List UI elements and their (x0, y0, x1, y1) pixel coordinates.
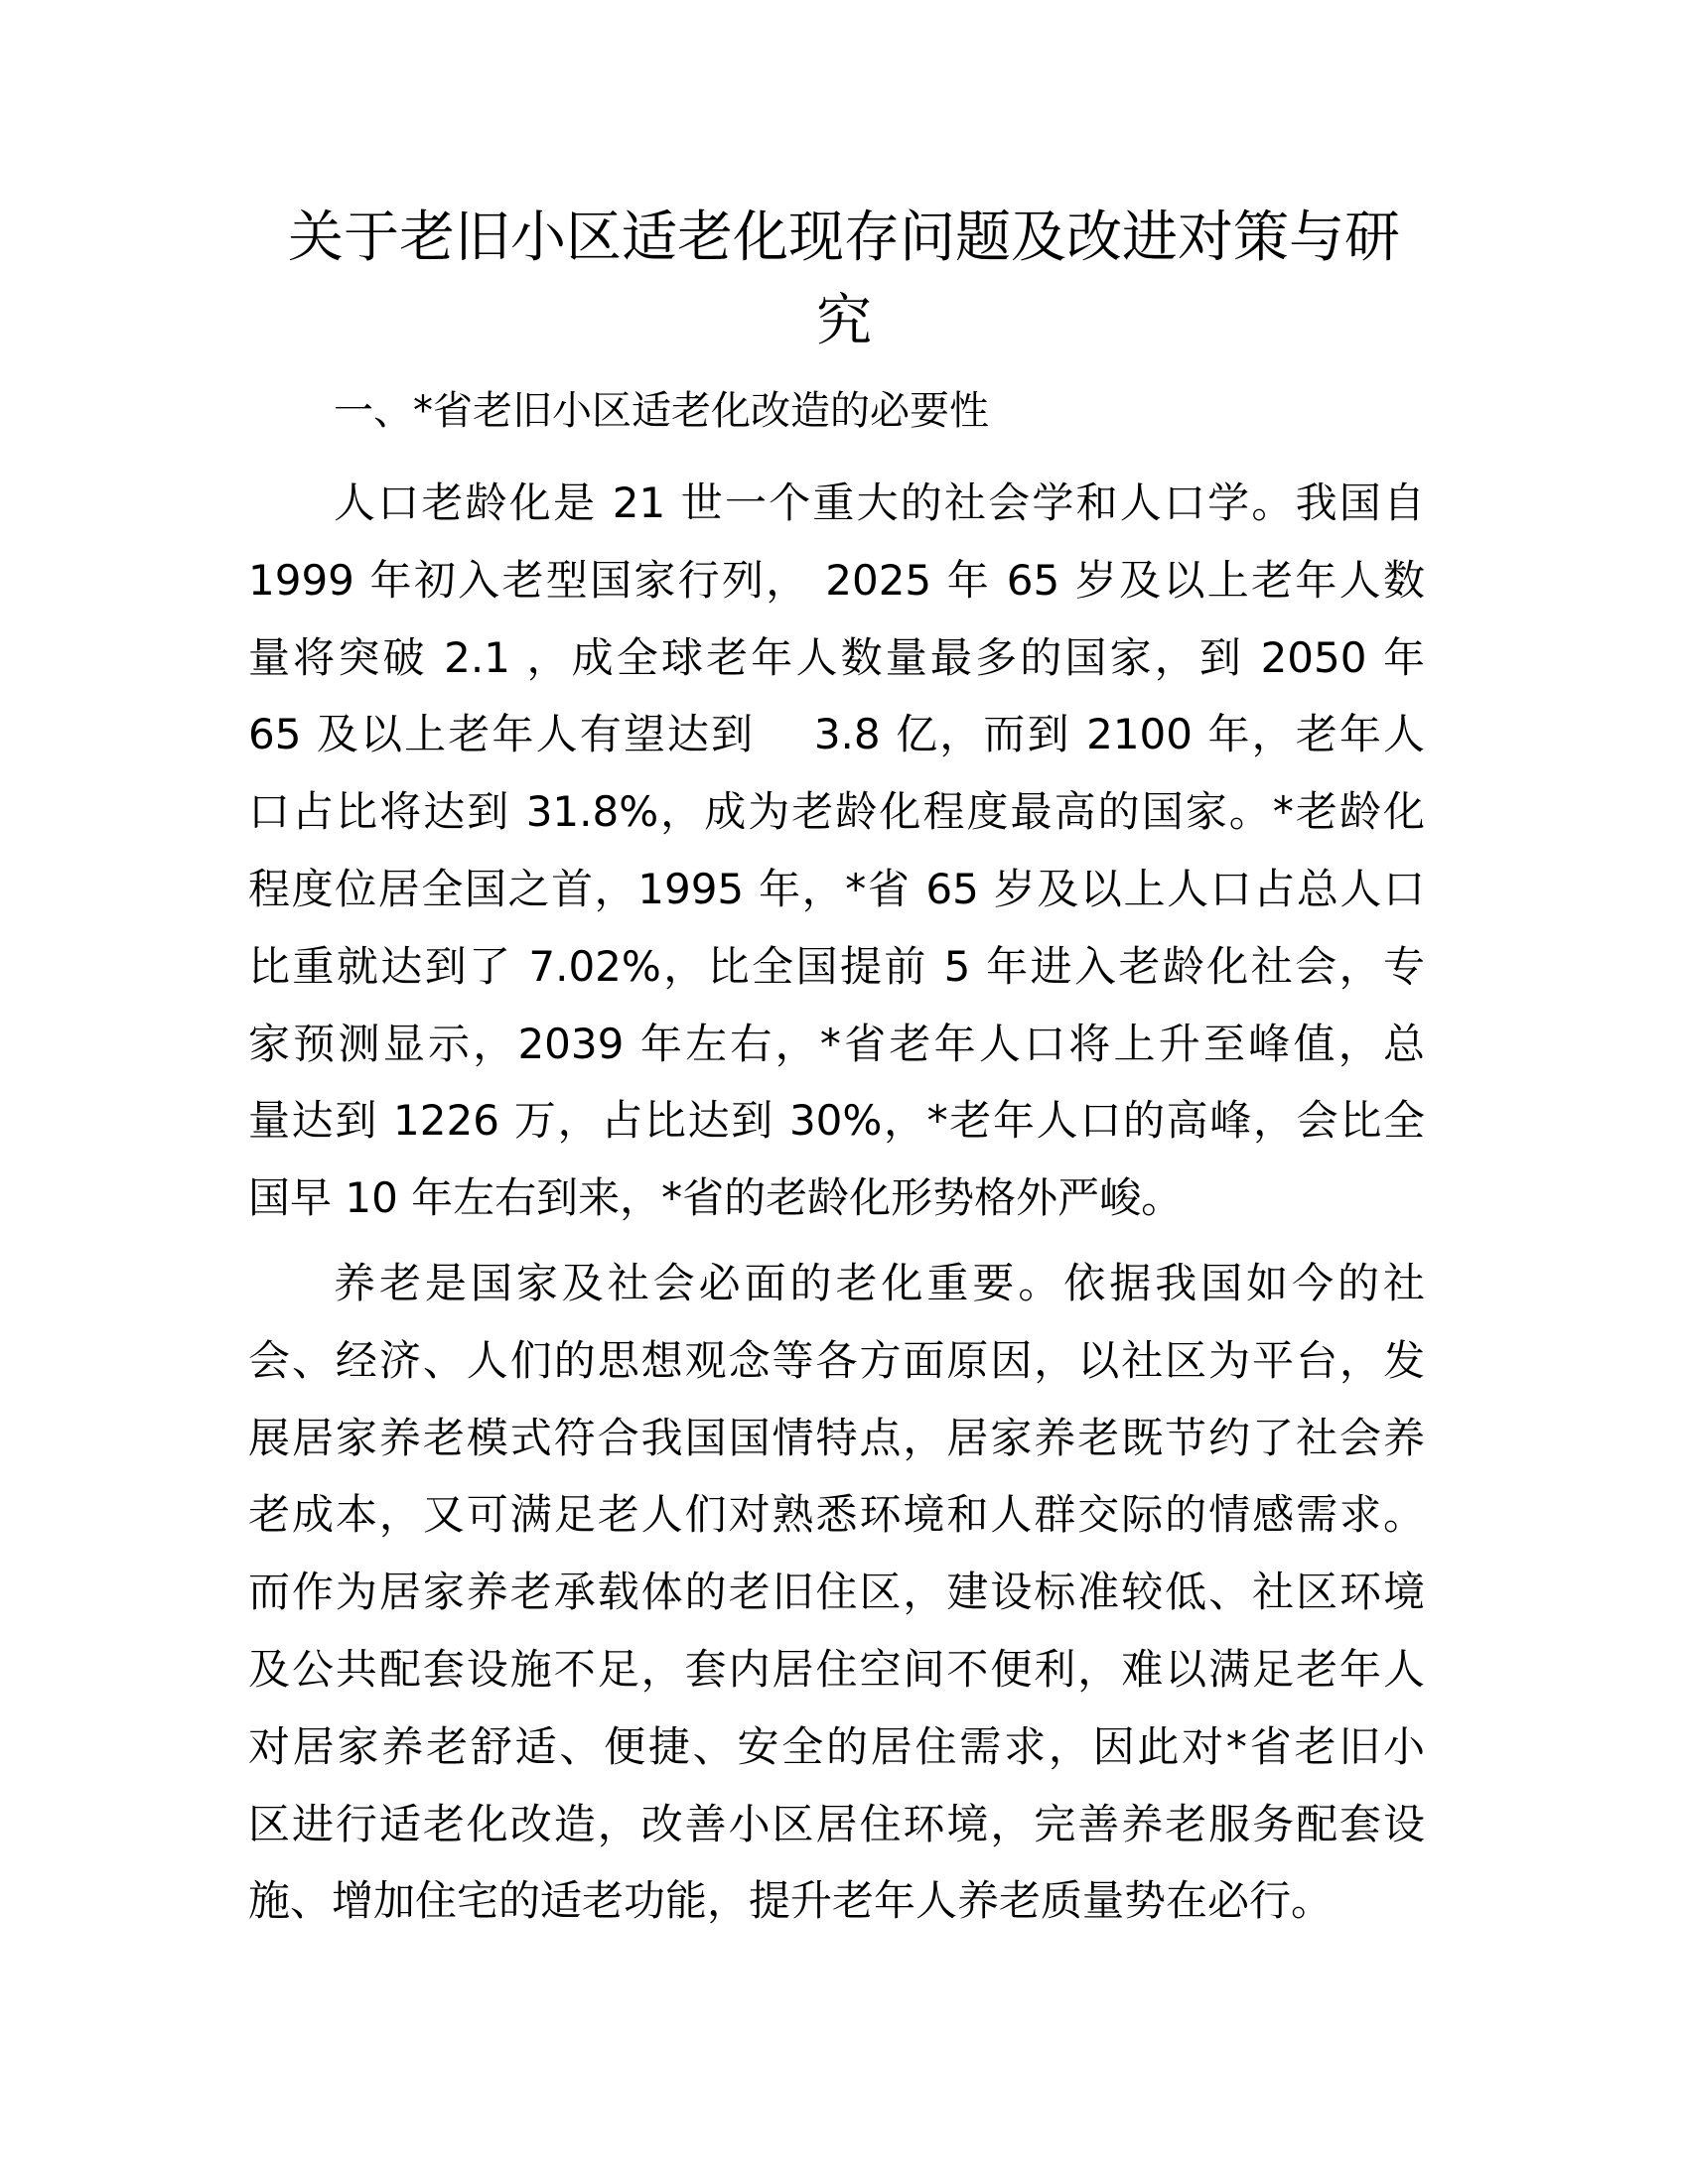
paragraph-line: 及公共配套设施不足，套内居住空间不便利，难以满足老年人 (248, 1645, 1425, 1694)
paragraph-line: 老成本，又可满足老人们对熟悉环境和人群交际的情感需求。 (248, 1490, 1425, 1540)
paragraph-line: 比重就达到了 7.02%，比全国提前 5 年进入老龄化社会，专 (248, 941, 1425, 991)
section-heading: 一、*省老旧小区适老化改造的必要性 (334, 388, 989, 434)
paragraph-line: 养老是国家及社会必面的老化重要。依据我国如今的社 (334, 1259, 1425, 1307)
paragraph-line: 65 及以上老年人有望达到 3.8 亿，而到 2100 年，老年人 (248, 710, 1425, 759)
paragraph-line: 量将突破 2.1 ，成全球老年人数量最多的国家，到 2050 年 (248, 632, 1425, 682)
paragraph-line: 区进行适老化改造，改善小区居住环境，完善养老服务配套设 (248, 1799, 1425, 1848)
paragraph-line: 程度位居全国之首，1995 年，*省 65 岁及以上人口占总人口 (248, 865, 1425, 913)
paragraph-line: 人口老龄化是 21 世一个重大的社会学和人口学。我国自 (334, 478, 1425, 527)
paragraph-line: 而作为居家养老承载体的老旧住区，建设标准较低、社区环境 (248, 1568, 1425, 1617)
paragraph-line: 展居家养老模式符合我国国情特点，居家养老既节约了社会养 (248, 1413, 1425, 1462)
paragraph-line: 家预测显示，2039 年左右，*省老年人口将上升至峰值，总 (248, 1019, 1425, 1068)
document-title-line: 关于老旧小区适老化现存问题及改进对策与研 (288, 205, 1400, 270)
paragraph-line: 国早 10 年左右到来，*省的老龄化形势格外严峻。 (248, 1173, 1184, 1223)
paragraph-line: 量达到 1226 万，占比达到 30%，*老年人口的高峰，会比全 (248, 1096, 1425, 1146)
paragraph-line: 会、经济、人们的思想观念等各方面原因，以社区为平台，发 (248, 1335, 1425, 1385)
paragraph-line: 对居家养老舒适、便捷、安全的居住需求，因此对*省老旧小 (248, 1721, 1425, 1771)
paragraph-line: 1999 年初入老型国家行列， 2025 年 65 岁及以上老年人数 (248, 555, 1425, 605)
document-title-line: 究 (816, 289, 872, 353)
paragraph-line: 施、增加住宅的适老功能，提升老年人养老质量势在必行。 (248, 1876, 1334, 1926)
paragraph-line: 口占比将达到 31.8%，成为老龄化程度最高的国家。*老龄化 (248, 787, 1425, 837)
